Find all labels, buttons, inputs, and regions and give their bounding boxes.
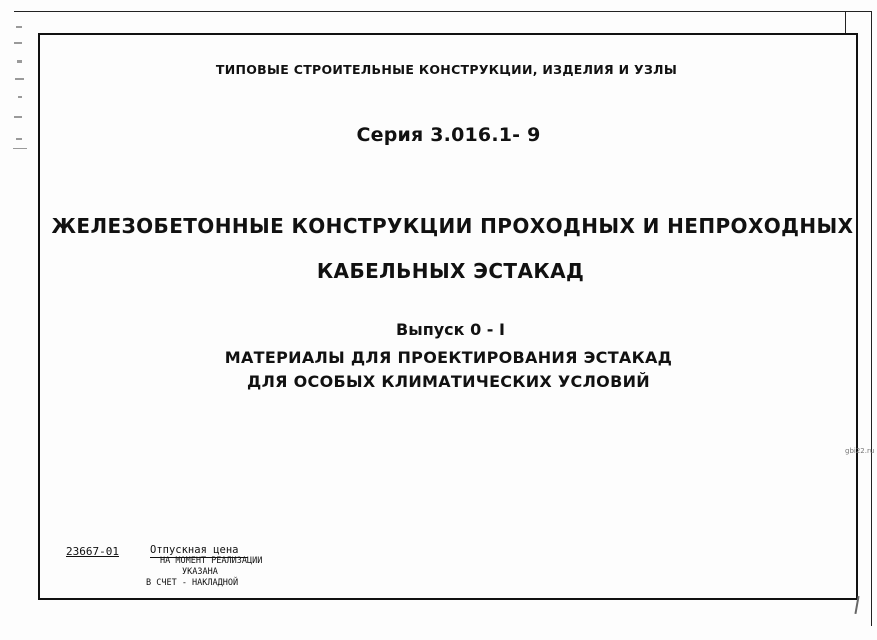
drawing-frame [38, 33, 858, 600]
price-note-line: НА МОМЕНТ РЕАЛИЗАЦИИ [160, 556, 263, 566]
document-title-line-2: КАБЕЛЬНЫХ ЭСТАКАД [316, 259, 585, 283]
sheet-border-notch [845, 11, 846, 33]
issue-subtitle-line-2: ДЛЯ ОСОБЫХ КЛИМАТИЧЕСКИХ УСЛОВИЙ [247, 372, 650, 391]
sheet-border-right [871, 11, 872, 626]
price-note-line: Отпускная цена [150, 544, 239, 556]
price-note [146, 545, 262, 589]
issue-label: Выпуск 0 - I [396, 320, 505, 339]
document-code: 23667-01 [66, 545, 119, 558]
series-number: Серия 3.016.1- 9 [356, 124, 541, 146]
price-underline [150, 557, 248, 558]
price-note-line: УКАЗАНА [182, 567, 218, 577]
document-title-line-1: ЖЕЛЕЗОБЕТОННЫЕ КОНСТРУКЦИИ ПРОХОДНЫХ И НЕПРОХОДНЫХ [51, 214, 854, 238]
organization-heading: ТИПОВЫЕ СТРОИТЕЛЬНЫЕ КОНСТРУКЦИИ, ИЗДЕЛИЯ И УЗЛЫ [215, 62, 678, 77]
issue-subtitle-line-1: МАТЕРИАЛЫ ДЛЯ ПРОЕКТИРОВАНИЯ ЭСТАКАД [224, 348, 673, 367]
price-note-line: В СЧЕТ - НАКЛАДНОЙ [146, 578, 239, 588]
sheet-border-top [14, 11, 872, 12]
watermark-text: gbi22.ru [845, 447, 875, 455]
